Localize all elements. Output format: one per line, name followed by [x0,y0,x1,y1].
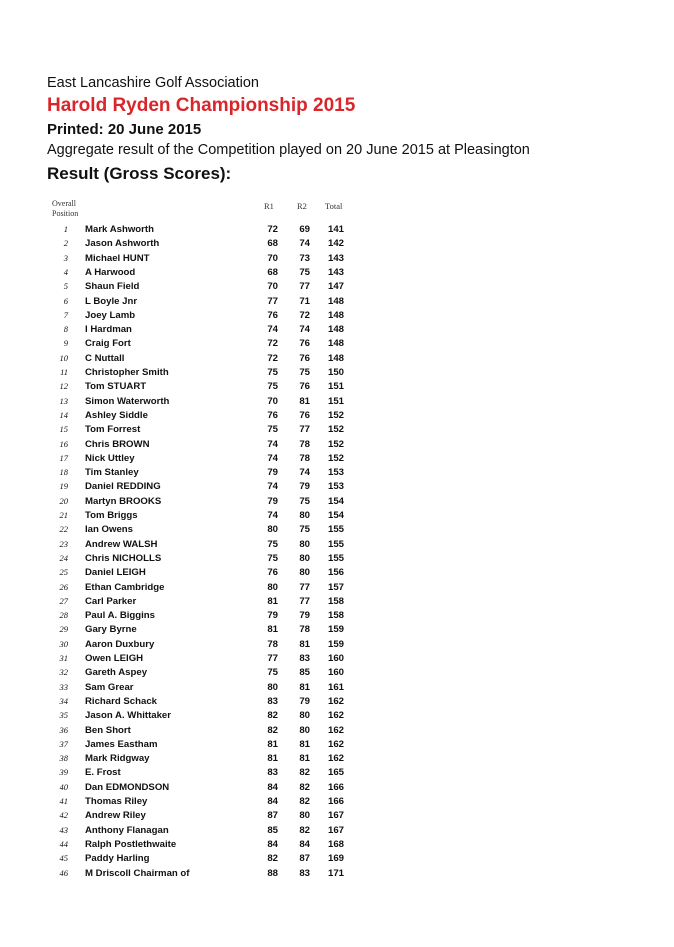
round2-score-cell: 82 [299,767,310,779]
table-row [0,324,674,338]
round2-score-cell: 81 [299,638,310,650]
position-cell: 17 [59,452,68,463]
total-score-cell: 148 [327,338,344,350]
total-score-cell: 162 [327,710,344,722]
total-score-cell: 151 [327,381,344,393]
round1-score-cell: 70 [267,281,278,293]
round2-score-cell: 80 [299,510,310,521]
round1-score-cell: 77 [267,653,278,664]
player-name-cell: Tom Briggs [85,510,138,521]
round2-score-cell: 78 [299,624,310,636]
round1-score-cell: 74 [267,438,278,450]
header-position-line1: Overall [52,199,76,208]
player-name-cell: Martyn BROOKS [85,495,162,507]
table-row [0,338,674,352]
aggregate-description: Aggregate result of the Competition played on 20 June 2015 at Pleasington [47,142,530,158]
player-name-cell: James Eastham [85,738,158,750]
round1-score-cell: 76 [267,567,278,579]
round2-score-cell: 81 [299,753,310,765]
position-cell: 16 [59,438,68,449]
round1-score-cell: 85 [267,824,278,836]
total-score-cell: 166 [327,796,344,807]
round1-score-cell: 82 [267,853,278,865]
player-name-cell: Richard Schack [85,695,157,707]
total-score-cell: 143 [327,252,344,264]
header-total: Total [325,201,343,211]
round1-score-cell: 84 [267,781,278,793]
table-row [0,710,674,724]
total-score-cell: 167 [327,824,344,836]
total-score-cell: 158 [327,595,344,607]
table-row [0,767,674,781]
round1-score-cell: 84 [267,796,278,807]
player-name-cell: A Harwood [85,266,136,278]
player-name-cell: Tom Forrest [85,424,141,436]
total-score-cell: 148 [327,295,344,307]
player-name-cell: L Boyle Jnr [85,295,138,307]
player-name-cell: Daniel LEIGH [85,567,146,579]
total-score-cell: 148 [327,352,344,364]
round2-score-cell: 77 [299,581,310,593]
total-score-cell: 168 [327,838,344,850]
table-row [0,310,674,324]
page-title: Harold Ryden Championship 2015 [47,95,356,116]
position-cell: 30 [59,638,68,649]
round2-score-cell: 82 [299,824,310,836]
position-cell: 39 [59,767,68,778]
round1-score-cell: 74 [267,481,278,493]
player-name-cell: Mark Ashworth [85,224,154,235]
total-score-cell: 155 [327,552,344,564]
round1-score-cell: 81 [267,624,278,636]
total-score-cell: 157 [327,581,344,593]
player-name-cell: Carl Parker [85,595,137,607]
player-name-cell: Ashley Siddle [85,409,148,421]
total-score-cell: 156 [327,567,344,579]
round2-score-cell: 81 [299,738,310,750]
round2-score-cell: 79 [299,610,310,622]
table-row [0,539,674,553]
position-cell: 15 [59,424,68,435]
round1-score-cell: 75 [267,552,278,564]
round2-score-cell: 77 [299,595,310,607]
total-score-cell: 155 [327,538,344,550]
table-row [0,481,674,495]
table-row [0,667,674,681]
player-name-cell: Michael HUNT [85,252,150,264]
position-cell: 21 [59,510,68,520]
position-cell: 5 [63,281,68,292]
round1-score-cell: 68 [267,238,278,250]
table-row [0,296,674,310]
position-cell: 9 [63,338,68,349]
table-row [0,753,674,767]
table-row [0,353,674,367]
round2-score-cell: 79 [299,695,310,707]
organisation-name: East Lancashire Golf Association [47,75,259,91]
position-cell: 29 [59,624,68,635]
table-row [0,367,674,381]
position-cell: 12 [59,381,68,392]
result-heading: Result (Gross Scores): [47,164,232,183]
total-score-cell: 152 [327,452,344,464]
total-score-cell: 153 [327,481,344,493]
round1-score-cell: 75 [267,667,278,679]
round2-score-cell: 76 [299,381,310,393]
total-score-cell: 162 [327,695,344,707]
round1-score-cell: 87 [267,810,278,822]
round2-score-cell: 83 [299,867,310,879]
table-row [0,624,674,638]
total-score-cell: 162 [327,724,344,736]
round1-score-cell: 76 [267,409,278,421]
position-cell: 1 [63,224,68,234]
round2-score-cell: 76 [299,338,310,350]
table-row [0,553,674,567]
total-score-cell: 142 [327,238,344,250]
position-cell: 23 [59,538,68,549]
total-score-cell: 153 [327,467,344,479]
header-r1: R1 [264,201,274,211]
round1-score-cell: 82 [267,724,278,736]
round1-score-cell: 74 [267,510,278,521]
position-cell: 10 [59,352,68,363]
position-cell: 4 [63,266,68,277]
table-row [0,839,674,853]
table-row [0,524,674,538]
position-cell: 14 [59,409,68,420]
table-row [0,253,674,267]
table-row [0,725,674,739]
round2-score-cell: 81 [299,681,310,693]
table-row [0,610,674,624]
player-name-cell: Chris NICHOLLS [85,552,162,564]
position-cell: 35 [59,710,68,721]
player-name-cell: Shaun Field [85,281,140,293]
position-cell: 6 [63,295,68,306]
position-cell: 40 [59,781,68,792]
round1-score-cell: 83 [267,695,278,707]
player-name-cell: Daniel REDDING [85,481,161,493]
round2-score-cell: 82 [299,781,310,793]
round2-score-cell: 69 [299,224,310,235]
round2-score-cell: 75 [299,266,310,278]
table-row [0,739,674,753]
round1-score-cell: 72 [267,338,278,350]
player-name-cell: Paddy Harling [85,853,150,865]
total-score-cell: 152 [327,409,344,421]
table-row [0,224,674,238]
round1-score-cell: 88 [267,867,278,879]
total-score-cell: 166 [327,781,344,793]
player-name-cell: Gareth Aspey [85,667,148,679]
round2-score-cell: 80 [299,552,310,564]
round2-score-cell: 75 [299,495,310,507]
player-name-cell: Mark Ridgway [85,753,150,765]
round2-score-cell: 74 [299,238,310,250]
position-cell: 3 [63,252,68,263]
position-cell: 7 [63,309,68,320]
round2-score-cell: 76 [299,352,310,364]
table-row [0,238,674,252]
round2-score-cell: 81 [299,395,310,407]
position-cell: 8 [63,324,68,335]
total-score-cell: 165 [327,767,344,779]
round1-score-cell: 76 [267,309,278,321]
round2-score-cell: 78 [299,438,310,450]
table-row [0,596,674,610]
table-row [0,281,674,295]
table-row [0,567,674,581]
round2-score-cell: 77 [299,281,310,293]
position-cell: 44 [59,838,68,849]
player-name-cell: Ben Short [85,724,131,736]
player-name-cell: Owen LEIGH [85,653,144,664]
player-name-cell: Ethan Cambridge [85,581,165,593]
round1-score-cell: 79 [267,467,278,479]
position-cell: 34 [59,695,68,706]
total-score-cell: 155 [327,524,344,536]
round1-score-cell: 78 [267,638,278,650]
round1-score-cell: 74 [267,324,278,336]
total-score-cell: 167 [327,810,344,822]
table-row [0,410,674,424]
total-score-cell: 151 [327,395,344,407]
table-row [0,439,674,453]
header-r2: R2 [297,201,307,211]
total-score-cell: 148 [327,324,344,336]
round1-score-cell: 75 [267,538,278,550]
round2-score-cell: 77 [299,424,310,436]
round1-score-cell: 80 [267,524,278,536]
table-row [0,682,674,696]
table-row [0,424,674,438]
player-name-cell: Ian Owens [85,524,133,536]
round1-score-cell: 84 [267,838,278,850]
table-row [0,825,674,839]
round1-score-cell: 74 [267,452,278,464]
total-score-cell: 159 [327,638,344,650]
round2-score-cell: 85 [299,667,310,679]
position-cell: 27 [59,595,68,606]
total-score-cell: 143 [327,266,344,278]
table-row [0,653,674,667]
total-score-cell: 152 [327,438,344,450]
round2-score-cell: 80 [299,710,310,722]
position-cell: 25 [59,567,68,578]
table-row [0,639,674,653]
round1-score-cell: 70 [267,395,278,407]
player-name-cell: Andrew WALSH [85,538,158,550]
round2-score-cell: 76 [299,409,310,421]
total-score-cell: 162 [327,753,344,765]
table-row [0,796,674,810]
round1-score-cell: 68 [267,266,278,278]
round2-score-cell: 75 [299,524,310,536]
player-name-cell: Anthony Flanagan [85,824,169,836]
player-name-cell: Jason A. Whittaker [85,710,172,722]
position-cell: 42 [59,810,68,821]
player-name-cell: I Hardman [85,324,132,336]
position-cell: 36 [59,724,68,735]
position-cell: 18 [59,467,68,478]
total-score-cell: 152 [327,424,344,436]
table-row [0,496,674,510]
player-name-cell: Tom STUART [85,381,147,393]
position-cell: 43 [59,824,68,835]
table-row [0,582,674,596]
total-score-cell: 161 [327,681,344,693]
header-position [52,199,78,219]
position-cell: 19 [59,481,68,492]
player-name-cell: Tim Stanley [85,467,139,479]
round2-score-cell: 80 [299,567,310,579]
position-cell: 2 [63,238,68,249]
total-score-cell: 154 [327,510,344,521]
player-name-cell: Nick Uttley [85,452,135,464]
round2-score-cell: 78 [299,452,310,464]
table-row [0,381,674,395]
round2-score-cell: 74 [299,324,310,336]
round2-score-cell: 75 [299,367,310,378]
position-cell: 20 [59,495,68,506]
table-row [0,267,674,281]
round2-score-cell: 84 [299,838,310,850]
player-name-cell: Simon Waterworth [85,395,170,407]
player-name-cell: Andrew Riley [85,810,146,822]
round1-score-cell: 80 [267,681,278,693]
round2-score-cell: 73 [299,252,310,264]
player-name-cell: C Nuttall [85,352,125,364]
total-score-cell: 160 [327,653,344,664]
round1-score-cell: 81 [267,738,278,750]
total-score-cell: 158 [327,610,344,622]
player-name-cell: Sam Grear [85,681,134,693]
player-name-cell: E. Frost [85,767,121,779]
table-row [0,696,674,710]
round1-score-cell: 80 [267,581,278,593]
player-name-cell: Aaron Duxbury [85,638,155,650]
total-score-cell: 160 [327,667,344,679]
round1-score-cell: 81 [267,753,278,765]
table-row [0,396,674,410]
table-row [0,782,674,796]
table-row [0,510,674,524]
player-name-cell: Ralph Postlethwaite [85,838,177,850]
player-name-cell: Thomas Riley [85,796,148,807]
round2-score-cell: 79 [299,481,310,493]
printed-date: Printed: 20 June 2015 [47,121,202,138]
round2-score-cell: 87 [299,853,310,865]
round2-score-cell: 80 [299,538,310,550]
round1-score-cell: 79 [267,495,278,507]
round1-score-cell: 82 [267,710,278,722]
round1-score-cell: 77 [267,295,278,307]
total-score-cell: 150 [327,367,344,378]
total-score-cell: 148 [327,309,344,321]
total-score-cell: 154 [327,495,344,507]
position-cell: 26 [59,581,68,592]
total-score-cell: 141 [327,224,344,235]
round1-score-cell: 79 [267,610,278,622]
round1-score-cell: 72 [267,352,278,364]
round2-score-cell: 71 [299,295,310,307]
round1-score-cell: 83 [267,767,278,779]
player-name-cell: Gary Byrne [85,624,137,636]
round1-score-cell: 70 [267,252,278,264]
table-row [0,810,674,824]
player-name-cell: Joey Lamb [85,309,136,321]
total-score-cell: 159 [327,624,344,636]
position-cell: 11 [60,367,68,377]
position-cell: 24 [59,552,68,563]
round1-score-cell: 75 [267,367,278,378]
position-cell: 22 [59,524,68,535]
round1-score-cell: 75 [267,381,278,393]
total-score-cell: 169 [327,853,344,865]
round2-score-cell: 80 [299,724,310,736]
position-cell: 13 [59,395,68,406]
position-cell: 33 [59,681,68,692]
header-position-line2: Position [52,209,79,218]
position-cell: 46 [59,867,68,878]
round2-score-cell: 74 [299,467,310,479]
table-row [0,453,674,467]
player-name-cell: Christopher Smith [85,367,169,378]
total-score-cell: 147 [327,281,344,293]
position-cell: 28 [59,610,68,621]
total-score-cell: 162 [327,738,344,750]
position-cell: 45 [59,853,68,864]
player-name-cell: Dan EDMONDSON [85,781,170,793]
round1-score-cell: 72 [267,224,278,235]
player-name-cell: Craig Fort [85,338,131,350]
round2-score-cell: 83 [299,653,310,664]
player-name-cell: M Driscoll Chairman of [85,867,190,879]
player-name-cell: Jason Ashworth [85,238,160,250]
round1-score-cell: 75 [267,424,278,436]
table-row [0,467,674,481]
round2-score-cell: 72 [299,309,310,321]
table-row [0,868,674,882]
total-score-cell: 171 [327,867,344,879]
position-cell: 37 [59,738,68,749]
position-cell: 41 [59,796,68,806]
round2-score-cell: 80 [299,810,310,822]
round1-score-cell: 81 [267,595,278,607]
position-cell: 38 [59,753,68,764]
round2-score-cell: 82 [299,796,310,807]
player-name-cell: Paul A. Biggins [85,610,156,622]
position-cell: 32 [59,667,68,678]
table-row [0,853,674,867]
player-name-cell: Chris BROWN [85,438,150,450]
position-cell: 31 [59,653,68,663]
